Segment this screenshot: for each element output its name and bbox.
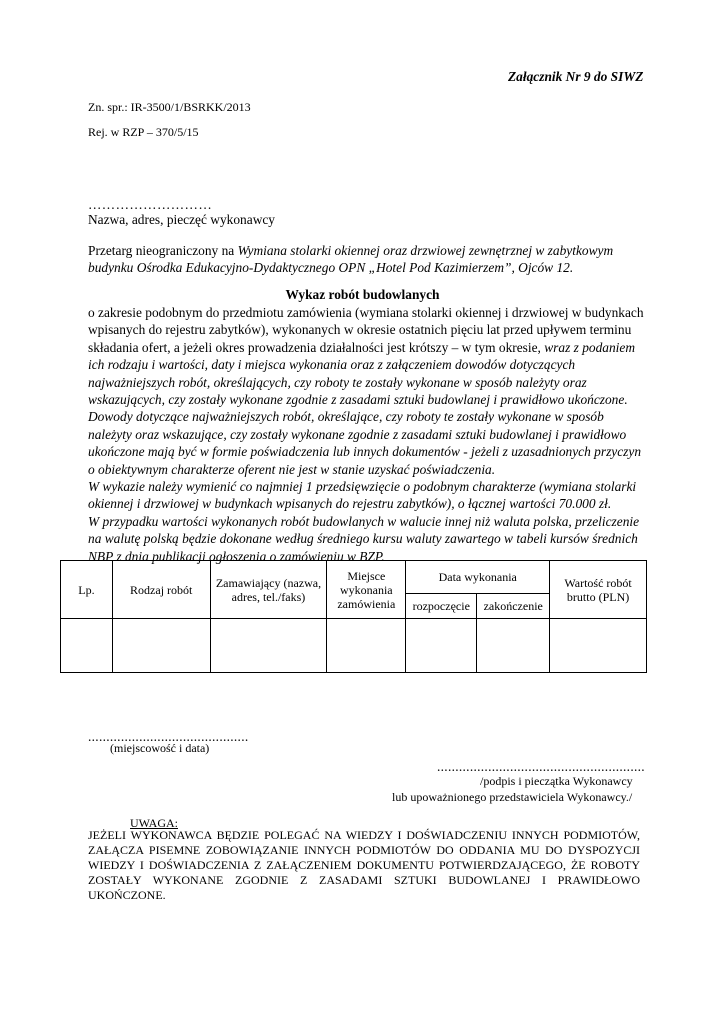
col-date-end: zakończenie [477,594,550,619]
col-work-type: Rodzaj robót [112,561,210,619]
col-lp: Lp. [61,561,113,619]
table-cell [477,619,550,673]
body-paragraph-4: W przypadku wartości wykonanych robót budowlanych w walucie innej niż waluta polska, przeliczenie na walutę polską będzie dokonane według średniego kursu waluty zawartego w tabeli kursów średnich NBP z dnia publikacji ogłoszenia o zamówieniu w BZP. [88,513,640,564]
document-body [88,304,650,565]
col-value: Wartość robót brutto (PLN) [550,561,647,619]
table-cell [112,619,210,673]
table-row [61,619,647,673]
table-cell [210,619,327,673]
rzp-reference: Rej. w RZP – 370/5/15 [88,125,199,139]
works-table [60,560,647,673]
signature-label-1: /podpis i pieczątka Wykonawcy [480,774,633,788]
tender-subject: Wymiana stolarki okiennej oraz drzwiowej zewnętrznej w zabytkowym budynku Ośrodka Edukacyjno-Dydaktycznego OPN „Hotel Pod Kazimierzem”, Ojców 12. [88,243,614,275]
tender-description [88,242,648,276]
body-p1-normal: o zakresie podobnym do przedmiotu zamówienia (wymiana stolarki okiennej i drzwiowej w budynkach wpisanych do rejestru zabytków), wykonanych w okresie ostatnich pięciu lat przed upływem terminu składania ofert, a jeżeli okres prowadzenia działalności jest krótszy – w tym okresie, [88,305,644,355]
note-heading: UWAGA: [130,816,178,830]
table-cell [550,619,647,673]
contractor-label: Nazwa, adres, pieczęć wykonawcy [88,212,275,227]
document-title: Wykaz robót budowlanych [285,287,440,302]
tender-prefix: Przetarg nieograniczony na [88,243,238,258]
body-paragraph-2: Dowody dotyczące najważniejszych robót, określające, czy roboty te zostały wykonane w sposób należyty oraz wskazujące, czy zostały wykonane zgodnie z zasadami sztuki budowlanej i prawidłowo ukończone mają być w formie poświadczenia lub innych dokumentów - jeżeli z uzasadnionych przyczyn o obiektywnym charakterze oferent nie jest w stanie uzyskać poświadczenia. [88,409,642,477]
col-date-start: rozpoczęcie [406,594,477,619]
table-cell [61,619,113,673]
case-reference: Zn. spr.: IR-3500/1/BSRKK/2013 [88,100,251,114]
col-client: Zamawiający (nazwa, adres, tel./faks) [210,561,327,619]
col-date: Data wykonania [406,561,550,594]
place-date-label: (miejscowość i data) [110,741,210,755]
body-p1-italic: wraz z podaniem ich rodzaju i wartości, daty i miejsca wykonania oraz z załączeniem dowodów dotyczących najważniejszych robót, określających, czy roboty te zostały wykonane w sposób należyty oraz wskazujących, czy zostały wykonane zgodnie z zasadami sztuki budowlanej i prawidłowo ukończone. [88,339,636,408]
place-date-dots: ............................................ [88,729,249,744]
table-cell [327,619,406,673]
col-place: Miejsce wykonania zamówienia [327,561,406,619]
signature-label-2: lub upoważnionego przedstawiciela Wykonawcy./ [392,790,633,804]
body-paragraph-3: W wykazie należy wymienić co najmniej 1 przedsięwzięcie o podobnym charakterze (wymiana stolarki okiennej i drzwiowej w budynkach wpisanych do rejestru zabytków), o łącznej wartości 70.000 zł. [88,479,637,512]
note-text: JEŻELI WYKONAWCA BĘDZIE POLEGAĆ NA WIEDZY I DOŚWIADCZENIU INNYCH PODMIOTÓW, ZAŁĄCZA PISEMNE ZOBOWIĄZANIE INNYCH PODMIOTÓW DO ODDANIA MU DO DYSPOZYCJI WIEDZY I DOŚWIADCZENIA Z ZAŁĄCZENIEM DOKUMENTU POTWIERDZAJĄCEGO, ŻE ROBOTY ZOSTAŁY WYKONANE ZGODNIE Z ZASADAMI SZTUKI BUDOWLANEJ I PRAWIDŁOWO UKOŃCZONE. [88,828,640,902]
body-paragraph-1 [88,304,650,408]
table-header-row [61,561,647,594]
table-cell [406,619,477,673]
signature-dots: ......................................................... [437,759,645,774]
annex-label: Załącznik Nr 9 do SIWZ [508,69,644,84]
contractor-dots: ……………………… [88,197,213,212]
